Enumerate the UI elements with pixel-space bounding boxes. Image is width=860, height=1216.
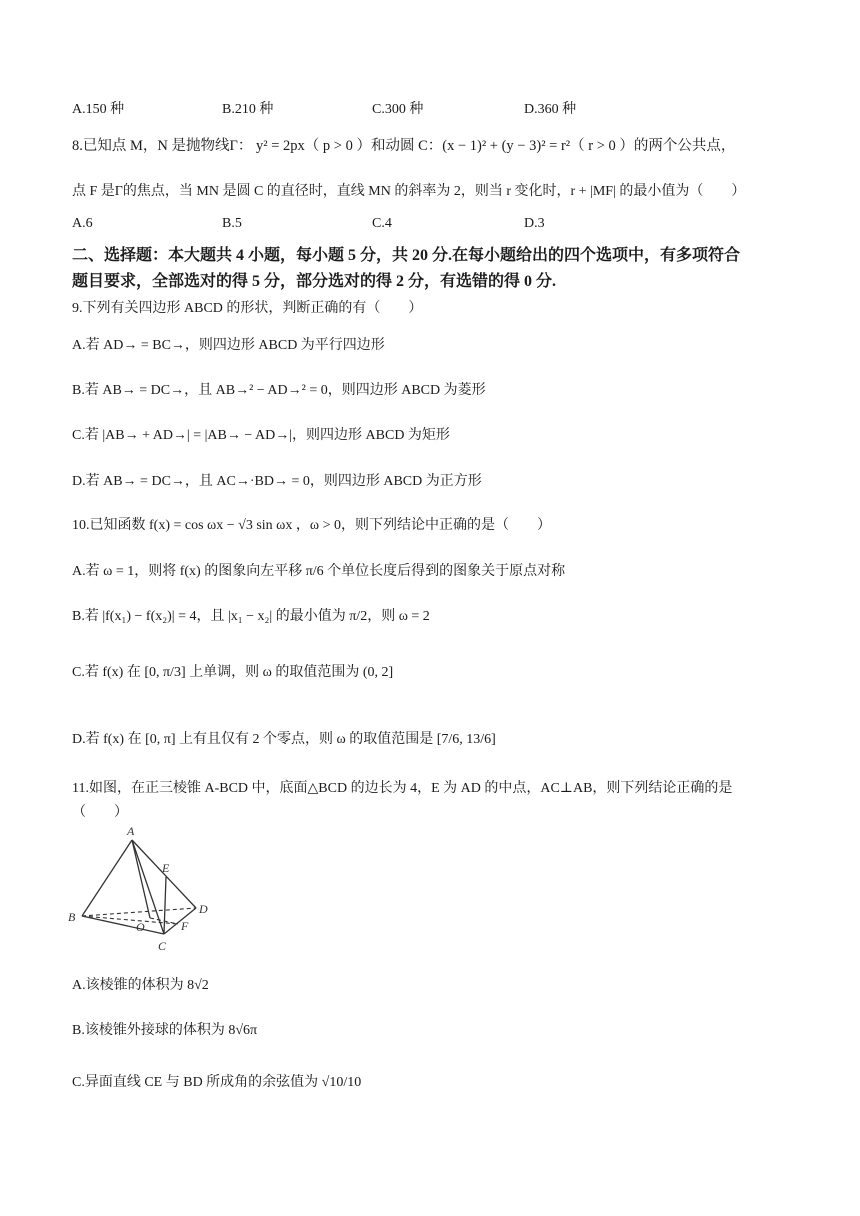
section-heading-line1: 二、选择题：本大题共 4 小题，每小题 5 分，共 20 分.在每小题给出的四个选项中，有多项符合 [72, 247, 741, 264]
q9-option-d: D.若 AB→ = DC→，且 AC→·BD→ = 0，则四边形 ABCD 为正方形 [72, 474, 482, 489]
q8-stem-line2: 点 F 是Γ的焦点，当 MN 是圆 C 的直径时，直线 MN 的斜率为 2，则当 r 变化时，r + |MF| 的最小值为（ ） [72, 184, 746, 199]
q10-option-c: C.若 f(x) 在 [0, π/3] 上单调，则 ω 的取值范围为 (0, 2] [72, 665, 394, 680]
pyramid-figure [66, 822, 226, 957]
figure-label-e: E [162, 861, 170, 875]
q7-option-c: C.300 种 [372, 102, 424, 117]
q9-option-c: C.若 |AB→ + AD→| = |AB→ − AD→|，则四边形 ABCD 为矩形 [72, 428, 450, 443]
q8-stem-line1: 8.已知点 M，N 是抛物线Γ： y² = 2px（ p > 0 ）和动圆 C：(x − 1)² + (y − 3)² = r²（ r > 0 ）的两个公共点， [72, 138, 736, 154]
q8-option-c: C.4 [372, 216, 392, 231]
q11-option-b: B.该棱锥外接球的体积为 8√6π [72, 1023, 258, 1038]
q7-option-d: D.360 种 [524, 102, 577, 117]
q7-option-a: A.150 种 [72, 102, 125, 117]
q11-stem-line1: 11.如图，在正三棱锥 A-BCD 中，底面△BCD 的边长为 4，E 为 AD 的中点，AC⊥AB，则下列结论正确的是 [72, 781, 733, 796]
figure-label-o: O [136, 920, 145, 934]
figure-label-d: D [199, 902, 208, 916]
q10-stem: 10.已知函数 f(x) = cos ωx − √3 sin ωx ，ω > 0，则下列结论中正确的是（ ） [72, 518, 551, 533]
q8-option-b: B.5 [222, 216, 242, 231]
q9-stem: 9.下列有关四边形 ABCD 的形状，判断正确的有（ ） [72, 301, 423, 316]
figure-label-f: F [181, 919, 189, 933]
q11-option-a: A.该棱锥的体积为 8√2 [72, 978, 209, 993]
figure-label-b: B [68, 910, 76, 924]
q10-option-a: A.若 ω = 1，则将 f(x) 的图象向左平移 π/6 个单位长度后得到的图象关于原点对称 [72, 564, 566, 579]
q7-option-b: B.210 种 [222, 102, 274, 117]
q9-option-b: B.若 AB→ = DC→，且 AB→² − AD→² = 0，则四边形 ABCD 为菱形 [72, 383, 486, 398]
section-heading-line2: 题目要求，全部选对的得 5 分，部分选对的得 2 分，有选错的得 0 分. [72, 273, 557, 290]
figure-label-c: C [158, 939, 167, 953]
q10-option-d: D.若 f(x) 在 [0, π] 上有且仅有 2 个零点，则 ω 的取值范围是 [7/6, 13/6] [72, 732, 496, 747]
q11-option-c: C.异面直线 CE 与 BD 所成角的余弦值为 √10/10 [72, 1075, 362, 1090]
q11-stem-line2: （ ） [72, 805, 128, 820]
q10-option-b: B.若 |f(x₁) − f(x₂)| = 4，且 |x₁ − x₂| 的最小值为 π/2，则 ω = 2 [72, 609, 430, 624]
figure-label-a: A [127, 824, 135, 838]
q8-option-a: A.6 [72, 216, 93, 231]
q9-option-a: A.若 AD→ = BC→，则四边形 ABCD 为平行四边形 [72, 338, 385, 353]
q8-option-d: D.3 [524, 216, 545, 231]
